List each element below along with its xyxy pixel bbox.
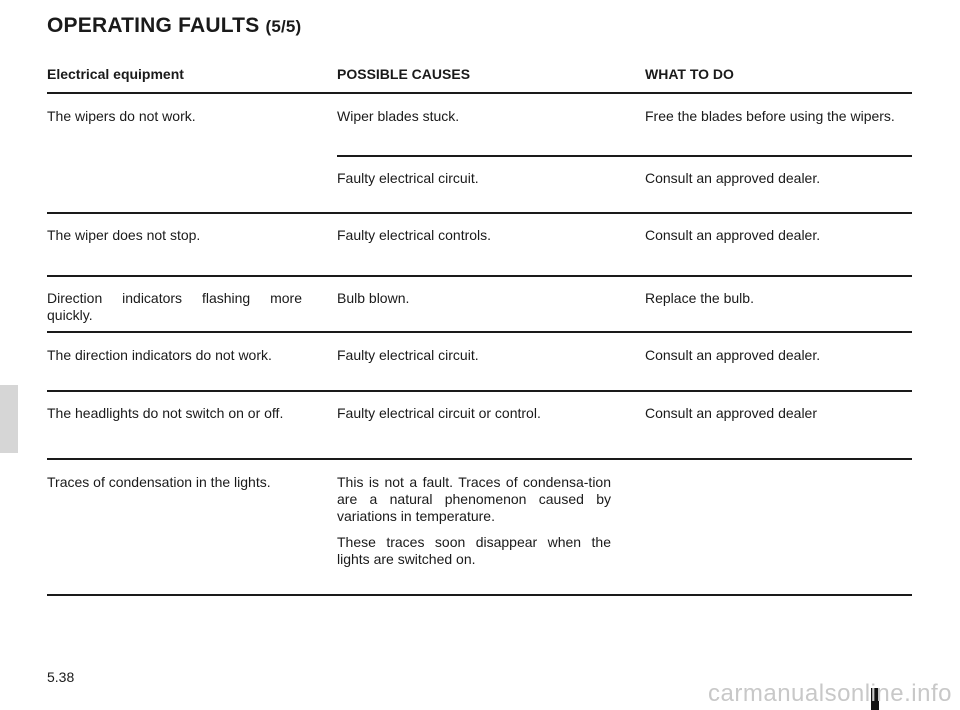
fault-text: The wipers do not work. xyxy=(47,108,196,124)
fault-text: The wiper does not stop. xyxy=(47,227,201,243)
action-text: Consult an approved dealer. xyxy=(645,347,821,363)
cause-text: Bulb blown. xyxy=(337,290,410,306)
table-bottom-rule xyxy=(47,594,912,596)
action-text: Consult an approved dealer. xyxy=(645,227,821,243)
title-part: (5/5) xyxy=(265,17,302,36)
row-divider xyxy=(47,275,912,277)
cause-text: Faulty electrical circuit or control. xyxy=(337,405,541,421)
title-text: OPERATING FAULTS xyxy=(47,14,260,37)
cause-text: Faulty electrical controls. xyxy=(337,227,492,243)
header-divider xyxy=(47,92,912,94)
column-header-causes: POSSIBLE CAUSES xyxy=(337,66,471,82)
fault-text: The direction indicators do not work. xyxy=(47,347,272,363)
page-title xyxy=(47,14,301,38)
watermark: carmanualsonline.info xyxy=(708,680,952,707)
cause-text: Faulty electrical circuit. xyxy=(337,347,479,363)
action-text: Consult an approved dealer. xyxy=(645,170,821,186)
fault-text: Traces of condensation in the lights. xyxy=(47,474,271,490)
column-header-equipment: Electrical equipment xyxy=(47,66,184,82)
page-number: 5.38 xyxy=(47,669,75,685)
row-divider xyxy=(337,155,912,157)
column-header-action: WHAT TO DO xyxy=(645,66,734,82)
row-divider xyxy=(47,390,912,392)
row-divider xyxy=(47,458,912,460)
cause-text: Wiper blades stuck. xyxy=(337,108,460,124)
cause-text: This is not a fault. Traces of condensa-tion are a natural phenomenon caused by variations in temperature. These traces soon disappear when the lights are switched on. xyxy=(337,474,611,567)
row-divider xyxy=(47,212,912,214)
row-divider xyxy=(47,331,912,333)
chapter-tab xyxy=(0,385,18,453)
action-text: Consult an approved dealer xyxy=(645,405,818,421)
cause-text: Faulty electrical circuit. xyxy=(337,170,479,186)
fault-text: Direction indicators flashing more quickly. xyxy=(47,290,302,323)
action-text: Replace the bulb. xyxy=(645,290,754,306)
action-text: Free the blades before using the wipers. xyxy=(645,108,895,124)
fault-text: The headlights do not switch on or off. xyxy=(47,405,284,421)
